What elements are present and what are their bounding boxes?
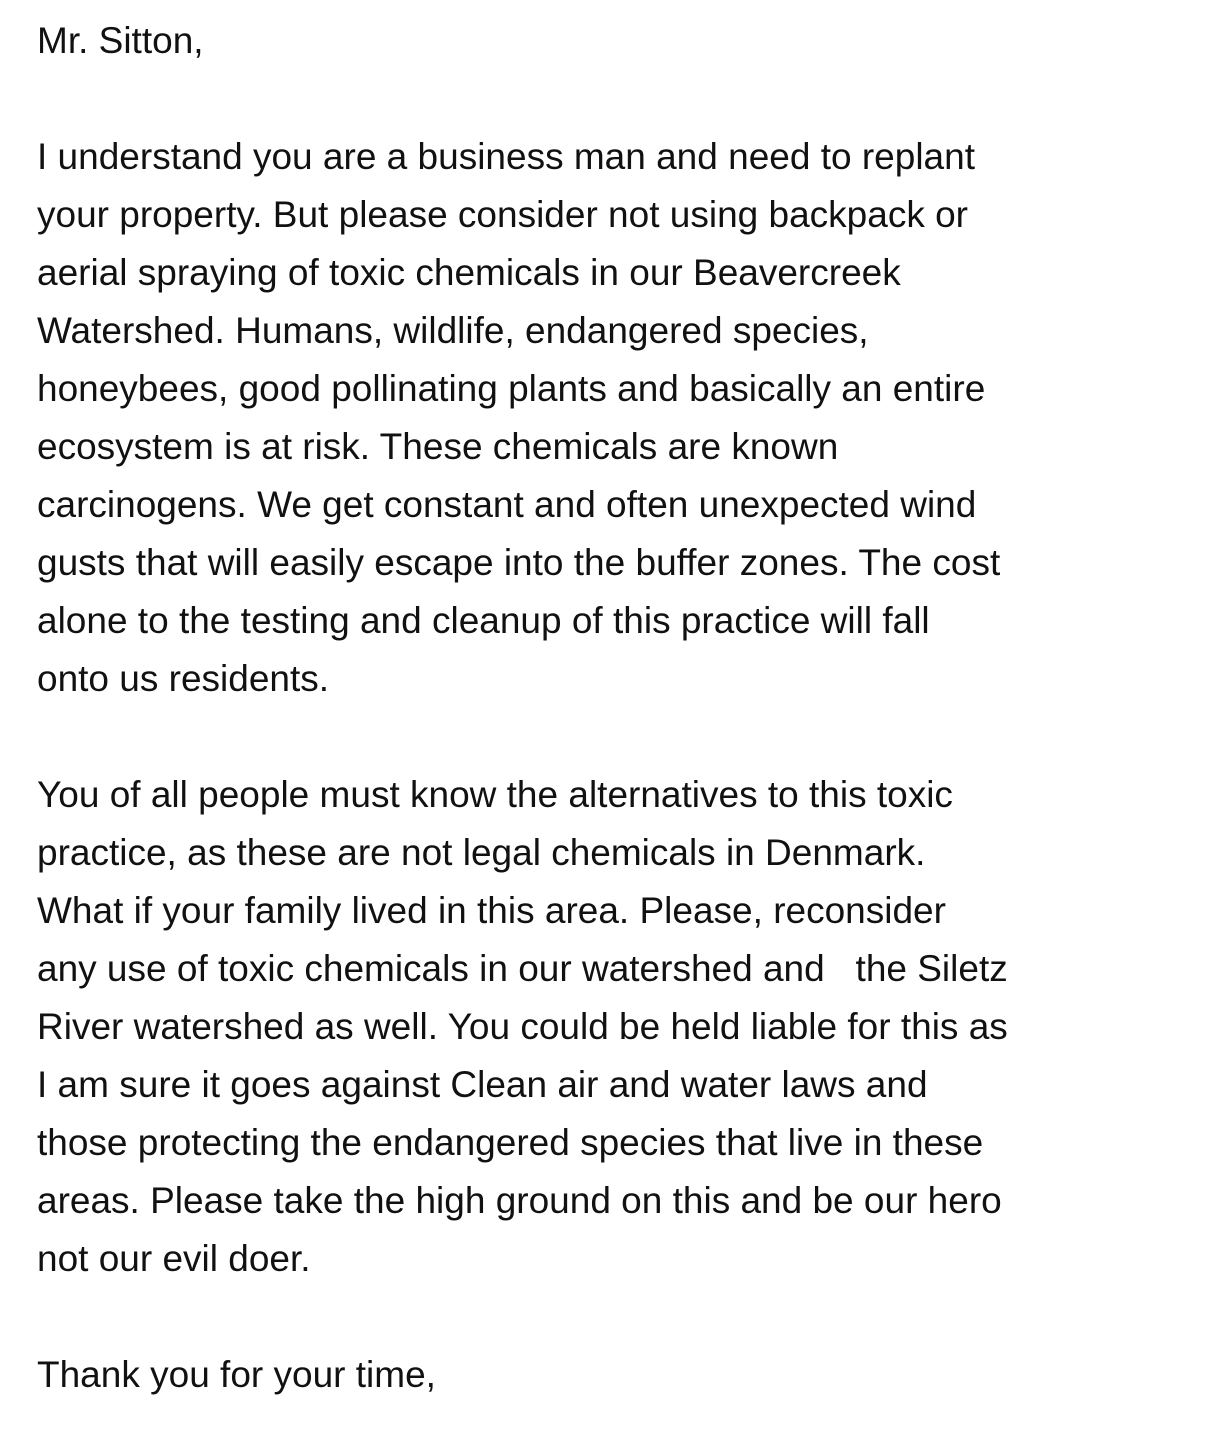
- paragraph-line: Watershed. Humans, wildlife, endangered species,: [37, 310, 869, 351]
- paragraph-spacer: [37, 1288, 1212, 1346]
- paragraph-line: honeybees, good pollinating plants and basically an entire: [37, 368, 986, 409]
- paragraph-line: not our evil doer.: [37, 1238, 311, 1279]
- paragraph-line: River watershed as well. You could be held liable for this as: [37, 1006, 1008, 1047]
- paragraph-spacer: [37, 708, 1212, 766]
- paragraph-2: [37, 766, 1212, 1288]
- paragraph-spacer: [37, 70, 1212, 128]
- salutation: Mr. Sitton,: [37, 20, 204, 61]
- paragraph-line: practice, as these are not legal chemicals in Denmark.: [37, 832, 926, 873]
- letter-document: [37, 12, 1212, 1404]
- paragraph-line: onto us residents.: [37, 658, 330, 699]
- closing: Thank you for your time,: [37, 1354, 436, 1395]
- paragraph-line: carcinogens. We get constant and often unexpected wind: [37, 484, 977, 525]
- paragraph-line: alone to the testing and cleanup of this practice will fall: [37, 600, 930, 641]
- paragraph-line: I understand you are a business man and need to replant: [37, 136, 975, 177]
- paragraph-1: [37, 128, 1212, 708]
- paragraph-line: I am sure it goes against Clean air and water laws and: [37, 1064, 928, 1105]
- paragraph-line: your property. But please consider not using backpack or: [37, 194, 968, 235]
- paragraph-line: areas. Please take the high ground on this and be our hero: [37, 1180, 1002, 1221]
- paragraph-line: gusts that will easily escape into the buffer zones. The cost: [37, 542, 1001, 583]
- paragraph-line: aerial spraying of toxic chemicals in our Beavercreek: [37, 252, 901, 293]
- paragraph-line: those protecting the endangered species that live in these: [37, 1122, 984, 1163]
- paragraph-line: ecosystem is at risk. These chemicals are known: [37, 426, 839, 467]
- paragraph-line: What if your family lived in this area. Please, reconsider: [37, 890, 946, 931]
- paragraph-line: You of all people must know the alternatives to this toxic: [37, 774, 953, 815]
- paragraph-line: any use of toxic chemicals in our watershed and the Siletz: [37, 948, 1008, 989]
